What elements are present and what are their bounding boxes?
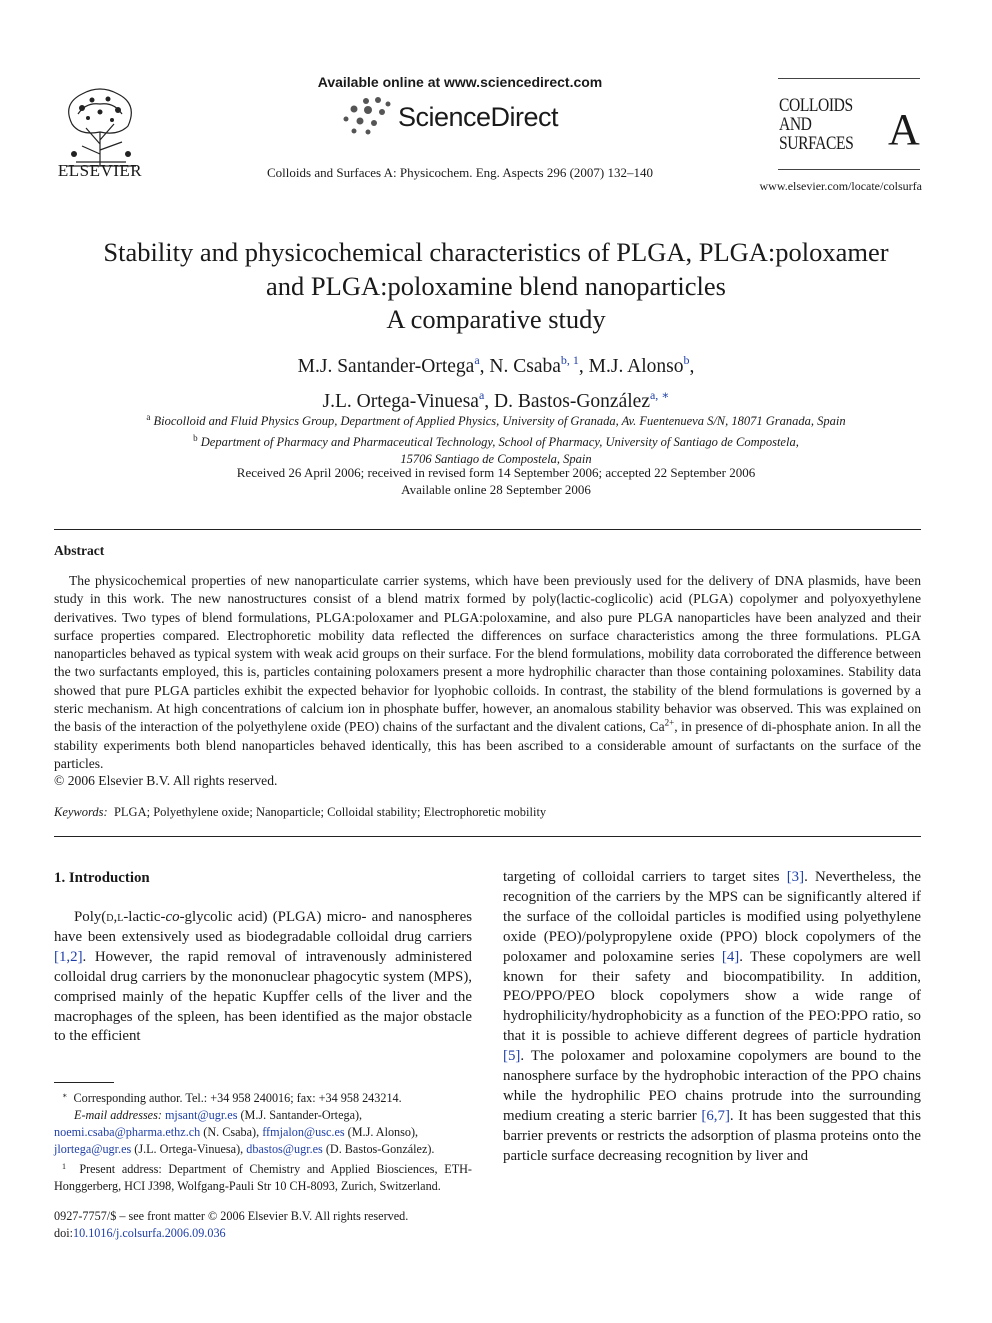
affiliation-b-cont: 15706 Santiago de Compostela, Spain — [400, 452, 592, 466]
article-dates — [40, 464, 952, 498]
journal-citation: Colloids and Surfaces A: Physicochem. Eng. Aspects 296 (2007) 132–140 — [267, 165, 653, 180]
text: . These copolymers are well known for their safety and biocompatibility. In addition, PEO/PPO/PEO block copolymers show a wide range of hydrophilicity/hydrophobicity as a function of the PEO:PPO ratio, so that it is possible to achieve different degrees of particle hydration — [503, 948, 921, 1045]
left-column — [54, 908, 472, 1047]
abstract-text: The physicochemical properties of new nanoparticulate carrier systems, which have been previously used for the delivery of DNA plasmids, have been study in this work. The new nanostructures consist of a blend matrix formed by poly(lactic-coglicolic) acid (PLGA) copolymer and polyoxyethylene derivatives. Two types of blend formulations, PLGA:poloxamer and PLGA:poloxamine, and also pure PLGA nanoparticles have been analyzed and their surface properties compared. Electrophoretic mobility data reflected the differences on surface characteristics among the three formulations. PLGA nanoparticles behaved as typical system with weak acid groups on their surface. For the blend formulations, mobility data corroborated the difference between the two surfactants employed, this is, particles containing poloxamers present a more hydrophilic character than those containing poloxamines. Stability data showed that pure PLGA particles exhibit the expected behavior for lyophobic colloids. In contrast, the stability of the blend formulations is governed by a steric mechanism. At high concentrations of calcium ion in phosphate buffer, however, an anomalous stability behavior was observed. This was explained on the basis of the interaction of the polyethylene oxide (PEO) chains of the surfactant and the divalent cations, Ca — [54, 573, 921, 735]
abstract-body — [54, 572, 921, 773]
affiliation-mark: b — [193, 433, 198, 443]
reference-link[interactable]: [6,7] — [701, 1107, 730, 1124]
divider-bottom — [54, 836, 921, 837]
footnote-rule — [54, 1082, 114, 1083]
reference-link[interactable]: [4] — [721, 948, 740, 965]
text-italic: co — [165, 909, 180, 925]
email-link[interactable]: mjsant@ugr.es — [164, 1108, 238, 1122]
right-column — [503, 868, 921, 1167]
title-line-2: and PLGA:poloxamine blend nanoparticles — [266, 270, 726, 301]
author-affil-mark[interactable]: b, 1 — [560, 353, 579, 367]
journal-url[interactable]: www.elsevier.com/locate/colsurfa — [759, 179, 922, 193]
author-name: M.J. Santander-Ortega — [297, 356, 475, 377]
front-matter-info — [54, 1208, 474, 1241]
author-name: M.J. Alonso — [588, 356, 684, 377]
journal-logo-text — [779, 96, 853, 153]
email-link[interactable]: dbastos@ugr.es — [246, 1142, 323, 1156]
title-line-3: A comparative study — [386, 304, 606, 334]
journal-logo-rule-top — [778, 78, 920, 79]
footnote-mark: 1 — [62, 1162, 66, 1171]
publisher-name: ELSEVIER — [57, 161, 143, 180]
title-line-1: Stability and physicochemical characteristics of PLGA, PLGA:poloxamer — [103, 237, 889, 267]
affiliations — [40, 409, 952, 468]
footnote-mark: ∗ — [62, 1091, 68, 1100]
footnote-emails — [54, 1107, 472, 1124]
journal-logo-line2: AND — [779, 114, 812, 135]
keywords — [54, 805, 921, 820]
author-affil-mark[interactable]: a — [474, 353, 480, 367]
text: -glycolic acid) (PLGA) micro- and nanospheres have been extensively used as biodegradable colloidal drug carriers — [54, 909, 472, 945]
abstract-text-end: , in presence of di-phosphate anion. In all the stability experiments both blend nanoparticles behaved identically, this has been ascribed to a considerable amount of surfactants on the surface of the particles. — [54, 719, 921, 771]
author-separator: , — [479, 356, 490, 377]
issn-line: 0927-7757/$ – see front matter © 2006 Elsevier B.V. All rights reserved. — [54, 1209, 409, 1223]
affiliation-b — [40, 430, 952, 451]
doi-line — [54, 1225, 474, 1242]
author-affil-mark[interactable]: b — [683, 353, 690, 367]
doi-label: doi: — [54, 1225, 73, 1240]
affiliation-text: Department of Pharmacy and Pharmaceutical Technology, School of Pharmacy, University of Santiago de Compostela, — [200, 435, 799, 449]
author-name: N. Csaba — [489, 356, 561, 377]
author-line-1 — [40, 346, 952, 381]
text: . Nevertheless, the recognition of the carriers by the MPS can be significantly altered if the surface of the colloidal particles is modified using polyethylene oxide (PEO)/polypropylene oxide (PPO) block copolymers of the poloxamer and poloxamine series — [503, 869, 921, 965]
email-link[interactable]: jlortega@ugr.es — [54, 1142, 132, 1156]
received-dates: Received 26 April 2006; received in revised form 14 September 2006; accepted 22 September 2006 — [236, 465, 756, 480]
text: (D. Bastos-González). — [322, 1142, 435, 1156]
reference-link[interactable]: [5] — [503, 1048, 521, 1065]
abstract-copyright: © 2006 Elsevier B.V. All rights reserved. — [54, 773, 278, 788]
journal-logo-rule-bottom — [778, 169, 920, 170]
author-name: J.L. Ortega-Vinuesa — [322, 391, 479, 412]
journal-logo-line1: COLLOIDS — [779, 95, 853, 116]
author-name: D. Bastos-González — [494, 391, 650, 412]
journal-logo-letter: A — [888, 105, 920, 154]
text: targeting of colloidal carriers to target sites — [503, 869, 787, 885]
text: (N. Csaba), — [200, 1125, 263, 1139]
abstract-superscript: 2+ — [664, 717, 675, 728]
footnote-text: Present address: Department of Chemistry and Applied Biosciences, ETH-Honggerberg, HCI J398, Wolfgang-Pauli Str 10 CH-8093, Zurich, Switzerland. — [54, 1162, 472, 1193]
author-separator: , — [484, 391, 495, 412]
text-small-caps: d,l — [106, 909, 124, 925]
available-online-text: Available online at www.sciencedirect.com — [317, 74, 603, 90]
journal-logo-line3: SURFACES — [779, 133, 854, 154]
text: . However, the rapid removal of intravenously administered colloidal drug carriers by the mononuclear phagocytic system (MPS), comprised mainly of the hepatic Kupffer cells of the liver and the macrophages of the spleen, has been identified as the major obstacle to the efficient — [54, 948, 472, 1045]
article-title — [40, 236, 952, 337]
keywords-list: PLGA; Polyethylene oxide; Nanoparticle; Colloidal stability; Electrophoretic mobility — [113, 805, 547, 819]
reference-link[interactable]: [3] — [786, 869, 805, 885]
sciencedirect-dots-icon — [340, 95, 400, 137]
affiliation-mark: a — [146, 412, 151, 422]
author-affil-mark[interactable]: a, ∗ — [649, 388, 670, 402]
footnote-corresponding — [54, 1087, 472, 1107]
reference-link[interactable]: [1,2] — [54, 948, 83, 965]
author-separator: , — [689, 356, 695, 377]
doi-link[interactable]: 10.1016/j.colsurfa.2006.09.036 — [72, 1225, 226, 1240]
affiliation-text: Biocolloid and Fluid Physics Group, Department of Applied Physics, University of Granada, Av. Fuentenueva S/N, 18071 Granada, Spain — [153, 414, 846, 428]
keywords-label: Keywords: — [54, 805, 108, 819]
available-online-date: Available online 28 September 2006 — [401, 482, 591, 497]
text: -lactic- — [123, 909, 166, 925]
section-heading-introduction: 1. Introduction — [54, 870, 150, 886]
affiliation-a — [40, 409, 952, 430]
abstract-heading: Abstract — [54, 543, 105, 558]
footnotes — [54, 1087, 472, 1195]
author-list — [40, 346, 952, 416]
email-link[interactable]: ffmjalon@usc.es — [262, 1125, 345, 1139]
footnote-emails-cont — [54, 1141, 472, 1158]
text: Poly( — [74, 909, 107, 925]
text: (J.L. Ortega-Vinuesa), — [131, 1142, 247, 1156]
sciencedirect-logo-text: ScienceDirect — [398, 102, 559, 132]
footnote-emails-cont — [54, 1124, 472, 1141]
text: (M.J. Santander-Ortega), — [237, 1108, 363, 1122]
author-affil-mark[interactable]: a — [478, 388, 485, 402]
text: (M.J. Alonso), — [344, 1125, 419, 1139]
email-link[interactable]: noemi.csaba@pharma.ethz.ch — [54, 1125, 201, 1139]
text: . The poloxamer and poloxamine copolymers are bound to the nanosphere surface by the hydrophobic interaction of the PPO chains while the hydrophilic PEO chains protrude into the surrounding medium creating a steric barrier — [503, 1048, 921, 1124]
author-separator: , — [578, 356, 589, 377]
email-label: E-mail addresses: — [74, 1108, 162, 1122]
divider-top — [54, 529, 921, 530]
footnote-text: Corresponding author. Tel.: +34 958 240016; fax: +34 958 243214. — [73, 1091, 402, 1105]
text: . It has been suggested that this barrier prevents or restricts the adsorption of plasma proteins onto the particle surface decreasing recognition by liver and — [503, 1107, 921, 1164]
footnote-present-address — [54, 1158, 472, 1195]
